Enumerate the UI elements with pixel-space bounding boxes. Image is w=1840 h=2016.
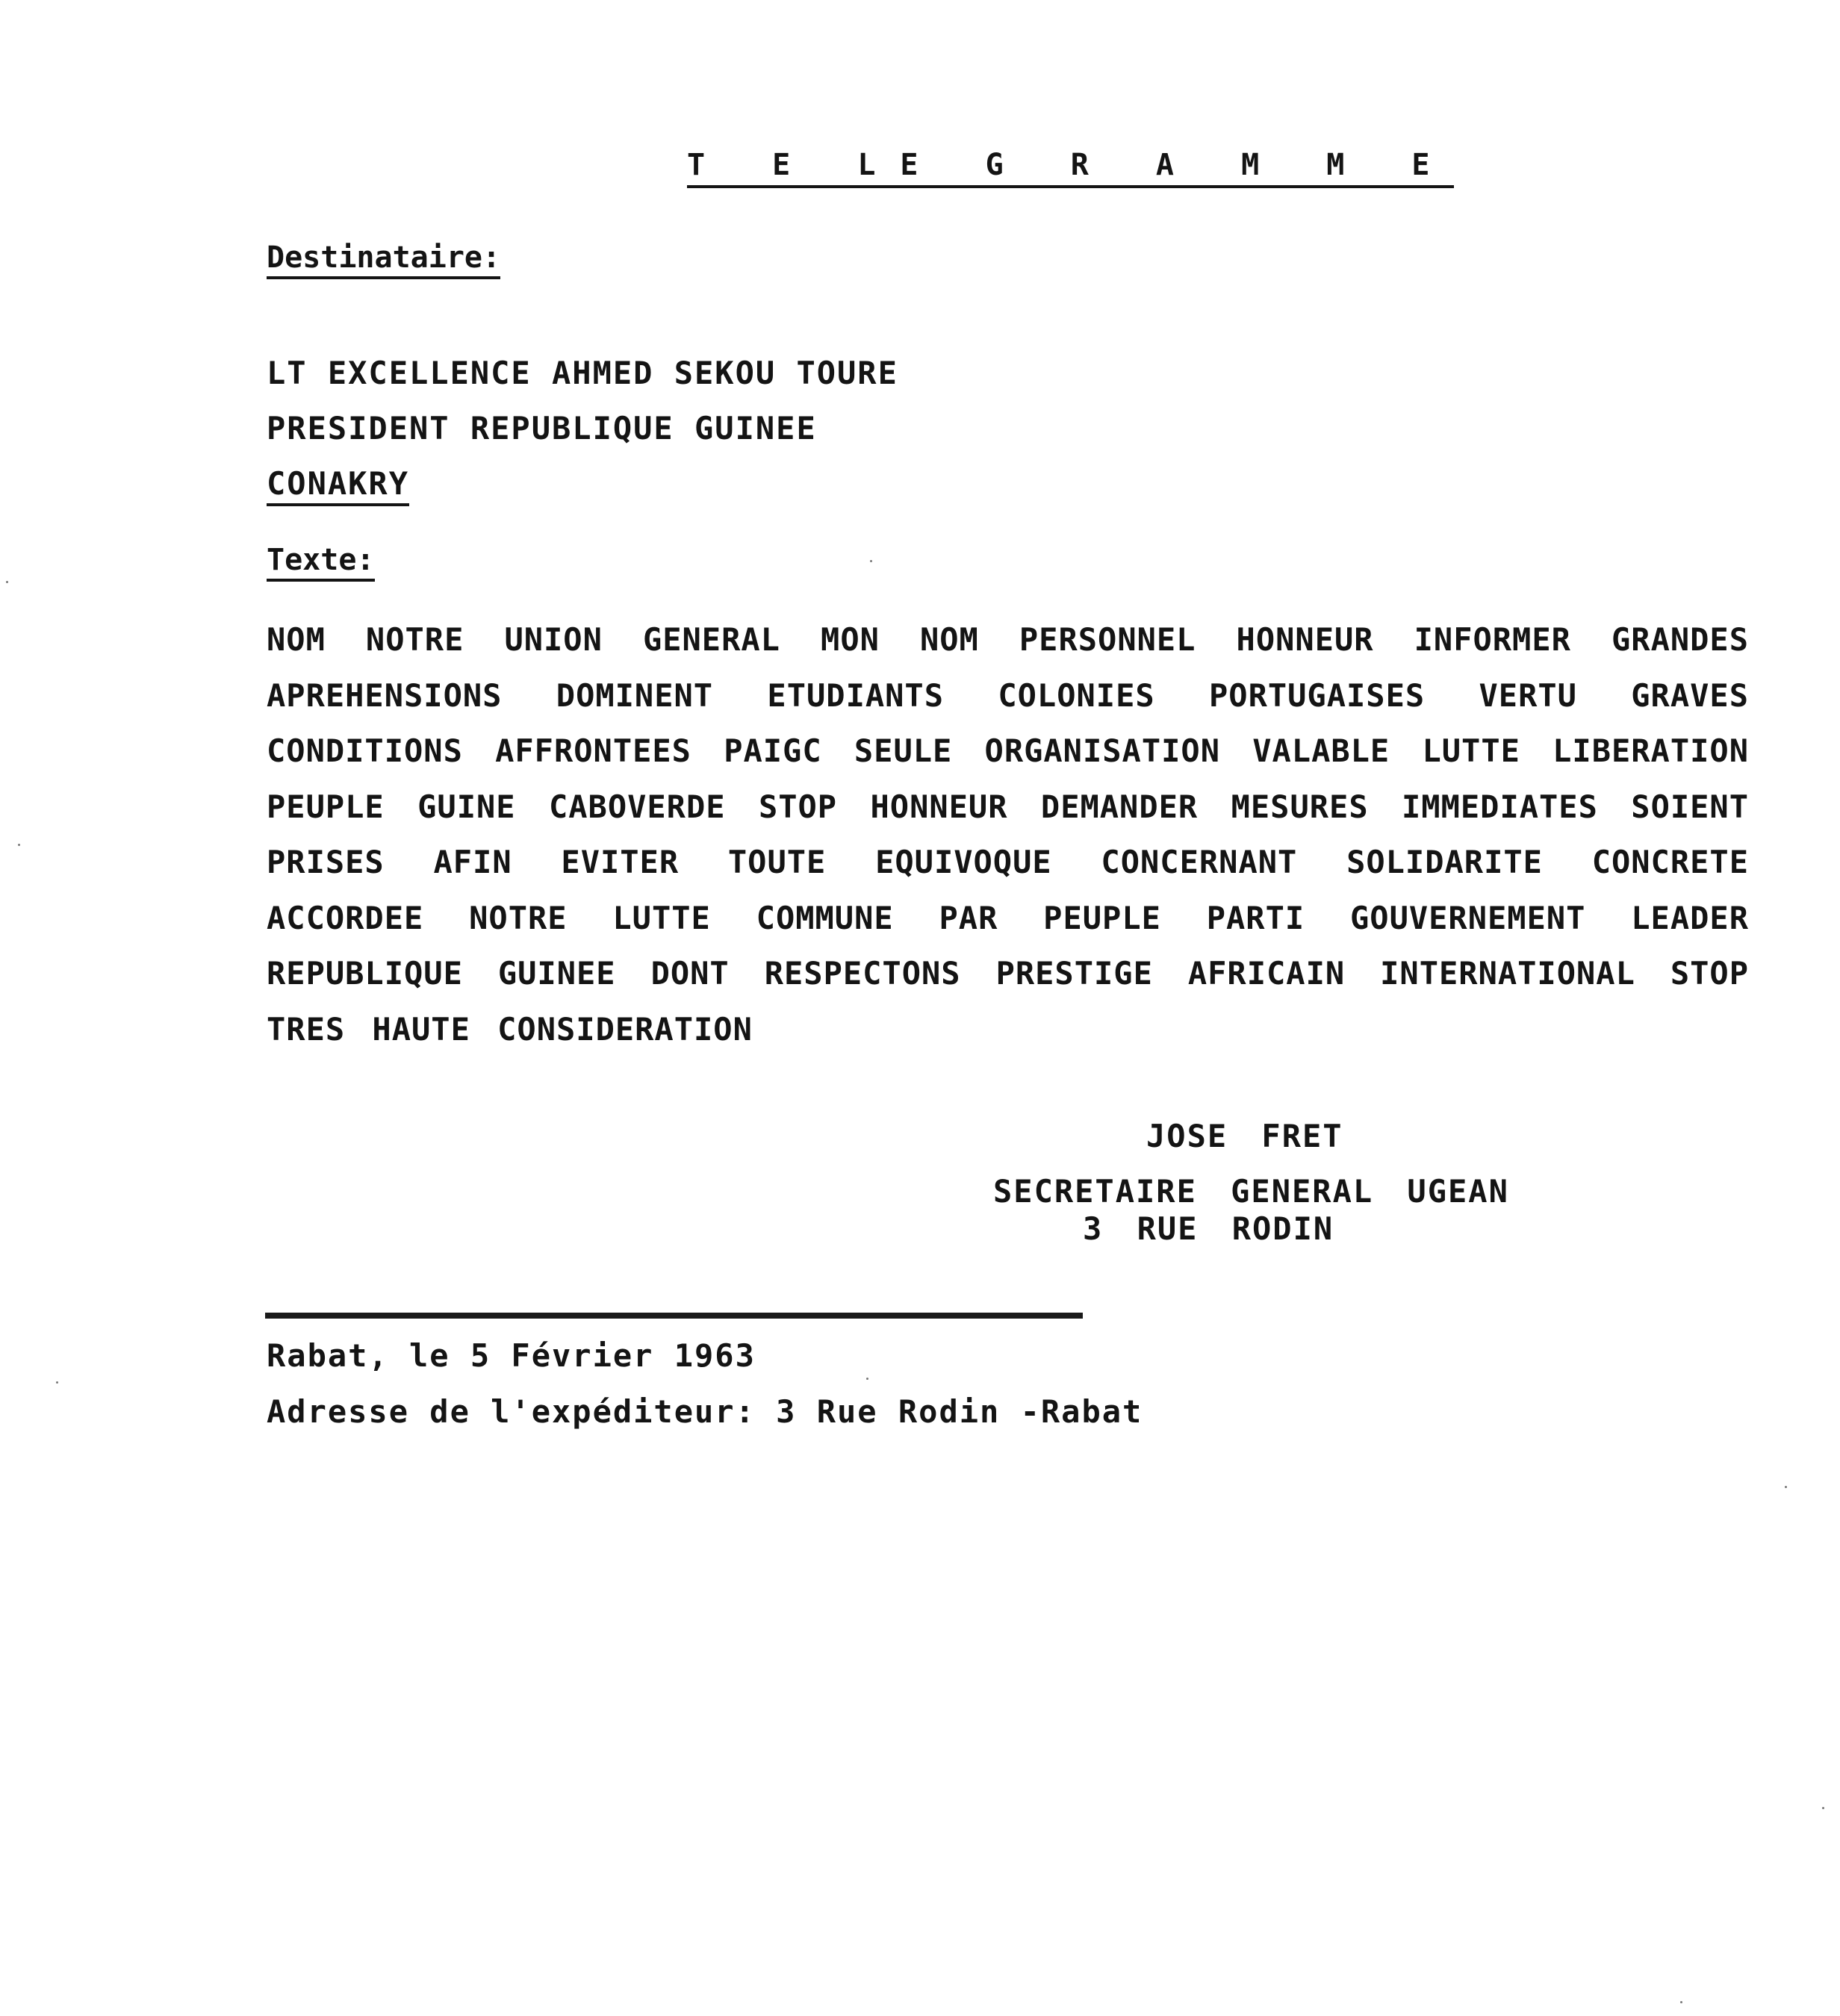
recipient-line-3 [267,465,409,502]
signature-position: SECRETAIRE GENERAL UGEAN [993,1173,1509,1210]
place-date: Rabat, le 5 Février 1963 [267,1337,756,1374]
telegram-body: NOM NOTRE UNION GENERAL MON NOM PERSONNEL HONNEUR INFORMER GRANDES APREHENSIONS DOMINENT ETUDIANTS COLONIES PORTUGAISES VERTU GRAVES CONDITIONS AFFRONTEES PAIGC SEULE ORGANISATION VALABLE LUTTE LIBERATION PEUPLE GUINE CABOVERDE STOP HONNEUR DEMANDER MESURES IMMEDIATES SOIENT PRISES AFIN EVITER TOUTE EQUIVOQUE CONCERNANT SOLIDARITE CONCRETE ACCORDEE NOTRE LUTTE COMMUNE PAR PEUPLE PARTI GOUVERNEMENT LEADER REPUBLIQUE GUINEE DONT RESPECTONS PRESTIGE AFRICAIN INTERNATIONAL STOP TRES HAUTE CONSIDERATION [267,621,1749,1048]
recipient-line-2: PRESIDENT REPUBLIQUE GUINEE [267,410,817,447]
recipient-line-1: LT EXCELLENCE AHMED SEKOU TOURE [267,355,898,391]
recipient-label-text: Destinataire: [267,240,500,279]
paper-speck [1822,1807,1824,1809]
text-label-text: Texte: [267,543,375,582]
paper-speck [870,560,872,562]
paper-speck [866,1378,868,1380]
separator-line [265,1313,1083,1319]
recipient-label [267,240,500,275]
signature-name: JOSE FRET [1146,1118,1343,1154]
signature-address: 3 RUE RODIN [1083,1210,1334,1247]
recipient-city: CONAKRY [267,465,409,506]
sender-address: Adresse de l'expéditeur: 3 Rue Rodin -Rabat [267,1393,1143,1430]
paper-speck [56,1381,58,1384]
document-title: T E LE G R A M M E [687,148,1454,188]
text-label [267,543,375,577]
paper-speck [18,844,20,846]
paper-speck [1680,2001,1682,2003]
paper-speck [6,581,8,583]
paper-speck [1785,1486,1787,1488]
